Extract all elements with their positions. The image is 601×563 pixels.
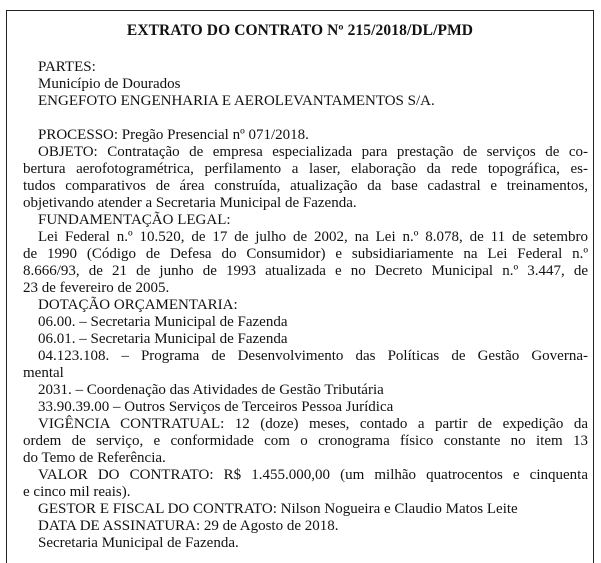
line-legal-basis-2: de 1990 (Código de Defesa do Consumidor) e subsidiariamente na Lei Federal n.º: [23, 246, 588, 262]
line-term-1: VIGÊNCIA CONTRATUAL: 12 (doze) meses, contado a partir de expedição da: [38, 416, 588, 432]
line-budget-1: 06.00. – Secretaria Municipal de Fazenda: [38, 314, 288, 330]
line-parties-heading: PARTES:: [38, 59, 96, 75]
line-manager: GESTOR E FISCAL DO CONTRATO: Nilson Nogueira e Claudio Matos Leite: [38, 501, 518, 517]
line-legal-basis-heading: FUNDAMENTAÇÃO LEGAL:: [38, 212, 231, 228]
line-term-2: ordem de serviço, e conformidade com o cronograma físico constante no item 13: [23, 433, 588, 449]
line-party-municipality: Município de Dourados: [38, 76, 181, 92]
line-value-1: VALOR DO CONTRATO: R$ 1.455.000,00 (um milhão quatrocentos e cinquenta: [38, 467, 588, 483]
line-legal-basis-4: 23 de fevereiro de 2005.: [23, 280, 170, 296]
line-budget-5: 33.90.39.00 – Outros Serviços de Terceiros Pessoa Jurídica: [38, 399, 394, 415]
line-term-3: do Temo de Referência.: [23, 450, 166, 466]
line-budget-2: 06.01. – Secretaria Municipal de Fazenda: [38, 331, 288, 347]
line-budget-3: 04.123.108. – Programa de Desenvolvimento das Políticas de Gestão Governa-: [38, 348, 588, 364]
frame-top-border: [6, 10, 594, 11]
line-legal-basis-3: 8.666/93, de 21 de junho de 1993 atualizada e no Decreto Municipal n.º 3.447, de: [23, 263, 588, 279]
frame-left-border: [6, 10, 7, 563]
line-party-company: ENGEFOTO ENGENHARIA E AEROLEVANTAMENTOS S/A.: [38, 93, 435, 109]
line-budget-3-cont: mental: [23, 365, 64, 381]
line-object-3: tudos comparativos de área construída, atualização da base cadastral e treinamentos,: [23, 178, 588, 194]
document-title: EXTRATO DO CONTRATO Nº 215/2018/DL/PMD: [126, 22, 474, 39]
line-object-1: OBJETO: Contratação de empresa especializada para prestação de serviços de co-: [38, 144, 588, 160]
line-process: PROCESSO: Pregão Presencial nº 071/2018.: [38, 127, 309, 143]
line-object-4: objetivando atender a Secretaria Municipal de Fazenda.: [23, 195, 357, 211]
line-signature-date: DATA DE ASSINATURA: 29 de Agosto de 2018.: [38, 518, 339, 534]
line-value-2: e cinco mil reais).: [23, 484, 131, 500]
line-legal-basis-1: Lei Federal n.º 10.520, de 17 de julho de 2002, na Lei n.º 8.078, de 11 de setembro: [38, 229, 588, 245]
line-budget-4: 2031. – Coordenação das Atividades de Gestão Tributária: [38, 382, 384, 398]
frame-right-border: [593, 10, 594, 563]
line-department: Secretaria Municipal de Fazenda.: [38, 535, 239, 551]
line-budget-heading: DOTAÇÃO ORÇAMENTARIA:: [38, 297, 238, 313]
line-object-2: bertura aerofotogramétrica, perfilamento a laser, elaboração da rede topográfica, es-: [23, 161, 588, 177]
